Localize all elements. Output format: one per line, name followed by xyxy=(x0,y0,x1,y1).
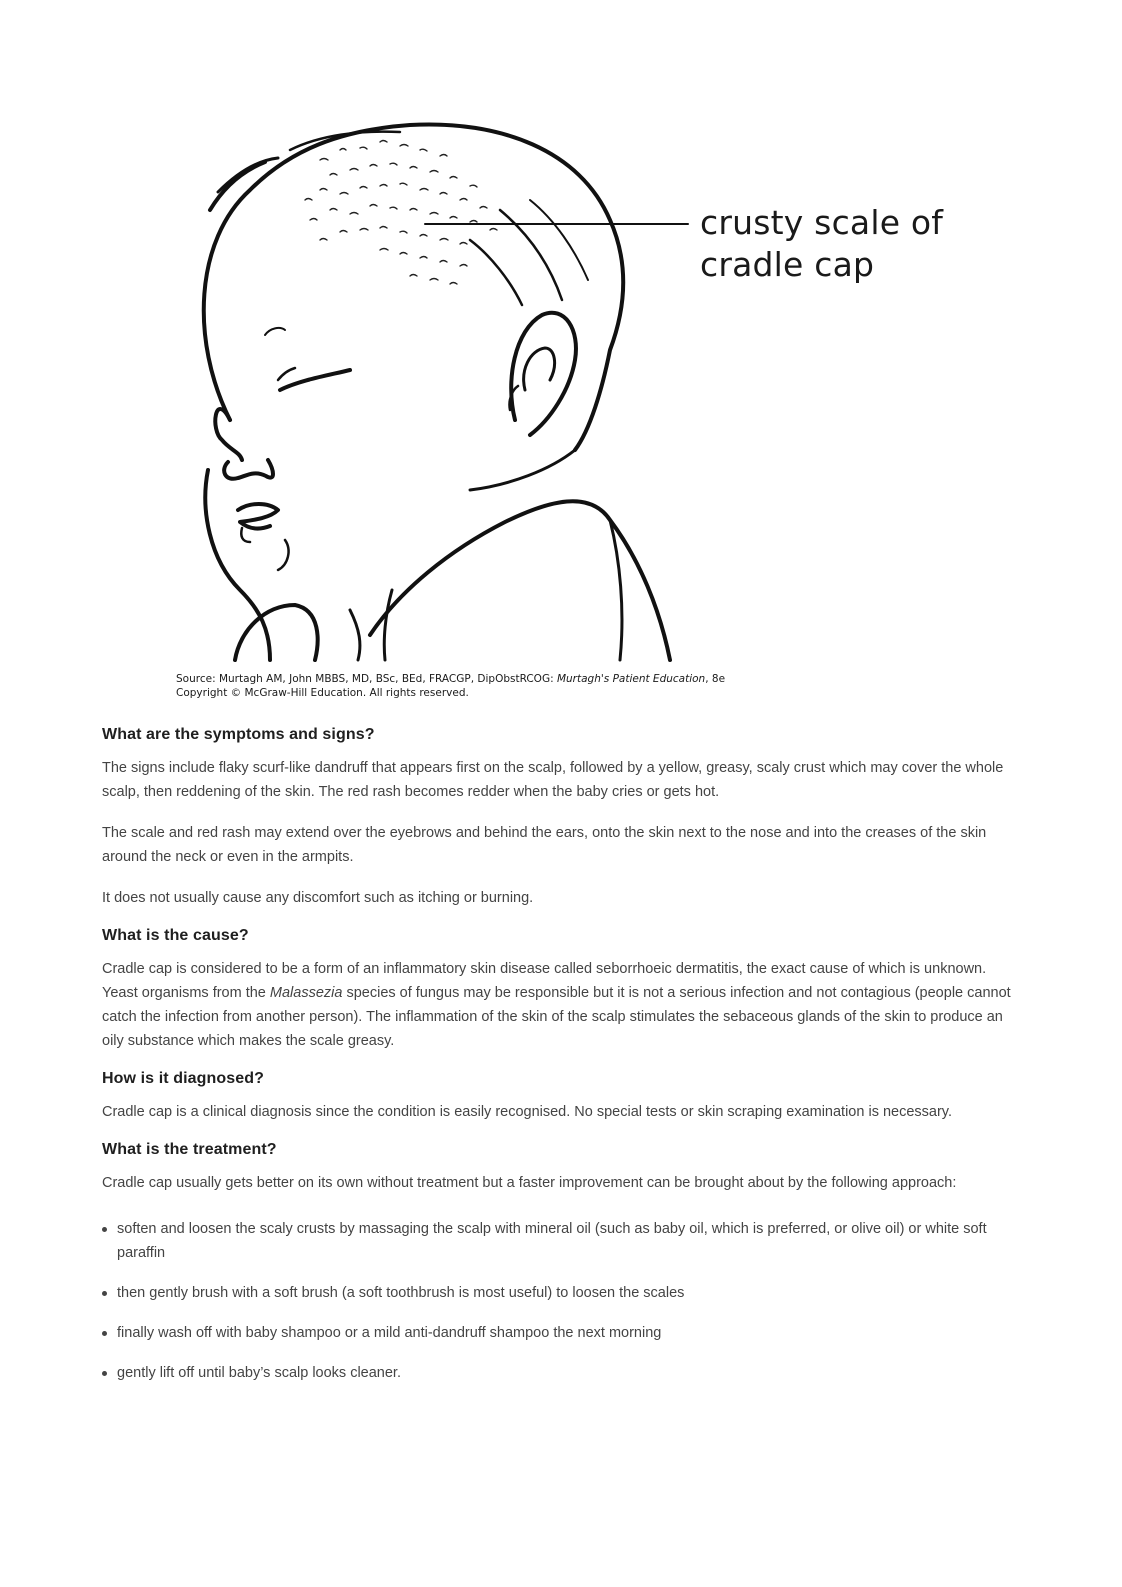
bullet-icon xyxy=(102,1291,107,1296)
bullet-icon xyxy=(102,1371,107,1376)
treatment-list xyxy=(102,1217,1017,1385)
callout-line-2: cradle cap xyxy=(700,245,875,284)
source-suffix: , 8e xyxy=(705,673,726,685)
bullet-icon xyxy=(102,1331,107,1336)
list-item xyxy=(102,1361,1017,1385)
section-heading: How is it diagnosed? xyxy=(102,1070,265,1087)
list-item xyxy=(102,1321,1017,1345)
list-item xyxy=(102,1281,1017,1305)
baby-head-drawing xyxy=(170,90,970,670)
callout-label xyxy=(700,202,943,286)
paragraph: Cradle cap usually gets better on its own without treatment but a faster improvement can be brought about by the following approach: xyxy=(102,1175,957,1191)
source-title: Murtagh's Patient Education xyxy=(556,673,706,685)
section-diagnosis xyxy=(102,1070,1017,1124)
species-name: Malassezia xyxy=(269,985,343,1001)
section-heading: What is the treatment? xyxy=(102,1141,277,1158)
section-heading: What is the cause? xyxy=(102,927,249,944)
section-cause xyxy=(102,927,1017,1053)
callout-line-1: crusty scale of xyxy=(700,203,944,242)
list-item-text: then gently brush with a soft brush (a soft toothbrush is most useful) to loosen the scales xyxy=(117,1285,685,1301)
paragraph: It does not usually cause any discomfort such as itching or burning. xyxy=(102,890,534,906)
section-treatment xyxy=(102,1141,1017,1385)
paragraph: The scale and red rash may extend over the eyebrows and behind the ears, onto the skin next to the nose and into the creases of the skin around the neck or even in the armpits. xyxy=(102,825,987,865)
bullet-icon xyxy=(102,1227,107,1232)
paragraph-text: Cradle cap is considered to be a form of an inflammatory skin disease called seborrhoeic dermatitis, the exact cause of which is unknown. Yeast organisms from the xyxy=(102,961,987,1001)
section-heading: What are the symptoms and signs? xyxy=(102,726,375,743)
list-item-text: finally wash off with baby shampoo or a mild anti-dandruff shampoo the next morning xyxy=(117,1325,662,1341)
list-item-text: gently lift off until baby’s scalp looks cleaner. xyxy=(117,1365,401,1381)
source-line xyxy=(176,672,725,686)
paragraph-text: species of fungus may be responsible but it is not a serious infection and not contagious (people cannot catch the infection from another person). The inflammation of the skin of the scalp stimulates the sebaceous glands of the skin to produce an oily substance which makes the scale greasy. xyxy=(102,985,1011,1049)
paragraph: Cradle cap is a clinical diagnosis since the condition is easily recognised. No special tests or skin scraping examination is necessary. xyxy=(102,1104,953,1120)
paragraph xyxy=(102,957,1017,1053)
source-prefix: Source: Murtagh AM, John MBBS, MD, BSc, BEd, FRACGP, DipObstRCOG: xyxy=(176,673,557,685)
paragraph: The signs include flaky scurf-like dandruff that appears first on the scalp, followed by a yellow, greasy, scaly crust which may cover the whole scalp, then reddening of the skin. The red rash becomes redder when the baby cries or gets hot. xyxy=(102,760,1004,800)
section-symptoms xyxy=(102,726,1017,910)
article-body xyxy=(102,726,1017,1401)
list-item-text: soften and loosen the scaly crusts by massaging the scalp with mineral oil (such as baby oil, which is preferred, or olive oil) or white soft paraffin xyxy=(117,1221,987,1261)
baby-illustration-figure xyxy=(170,90,970,670)
copyright-line: Copyright © McGraw-Hill Education. All rights reserved. xyxy=(176,687,469,699)
figure-source-caption xyxy=(176,672,725,700)
list-item xyxy=(102,1217,1017,1265)
